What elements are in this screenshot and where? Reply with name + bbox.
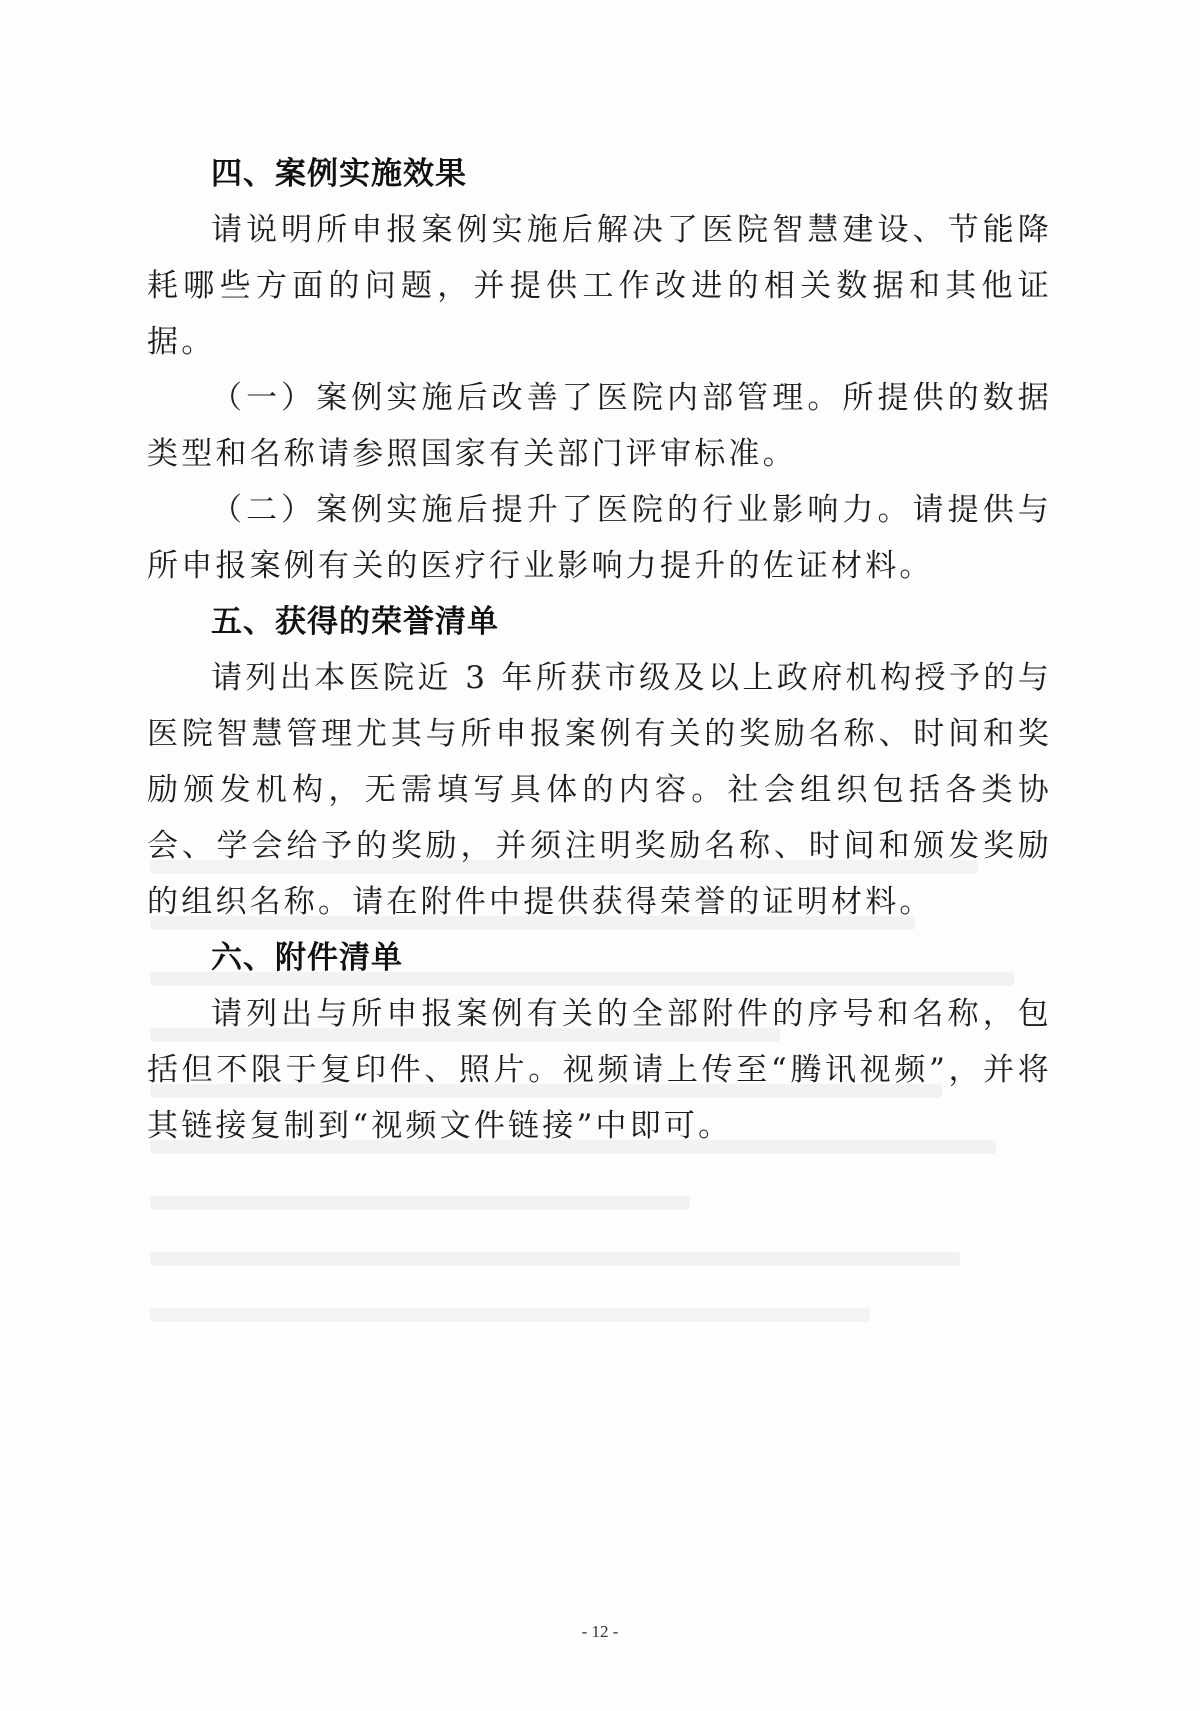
section-honor-list (147, 594, 1052, 930)
section-heading: 五、获得的荣誉清单 (211, 604, 499, 640)
paragraph: （一）案例实施后改善了医院内部管理。所提供的数据类型和名称请参照国家有关部门评审标准。 (147, 380, 1052, 472)
paragraph: （二）案例实施后提升了医院的行业影响力。请提供与所申报案例有关的医疗行业影响力提升的佐证材料。 (147, 492, 1052, 584)
section-attachment-list (147, 930, 1052, 1154)
document-body (147, 146, 1052, 1154)
page-number: - 12 - (581, 1622, 619, 1641)
paragraph: 请列出本医院近 3 年所获市级及以上政府机构授予的与医院智慧管理尤其与所申报案例有关的奖励名称、时间和奖励颁发机构，无需填写具体的内容。社会组织包括各类协会、学会给予的奖励，并须注明奖励名称、时间和颁发奖励的组织名称。请在附件中提供获得荣誉的证明材料。 (147, 660, 1052, 920)
section-case-effect (147, 146, 1052, 594)
section-heading: 六、附件清单 (211, 940, 403, 976)
paragraph: 请列出与所申报案例有关的全部附件的序号和名称，包括但不限于复印件、照片。视频请上传至“腾讯视频”，并将其链接复制到“视频文件链接”中即可。 (147, 996, 1052, 1144)
section-heading: 四、案例实施效果 (211, 156, 467, 192)
paragraph: 请说明所申报案例实施后解决了医院智慧建设、节能降耗哪些方面的问题，并提供工作改进的相关数据和其他证据。 (147, 212, 1052, 360)
